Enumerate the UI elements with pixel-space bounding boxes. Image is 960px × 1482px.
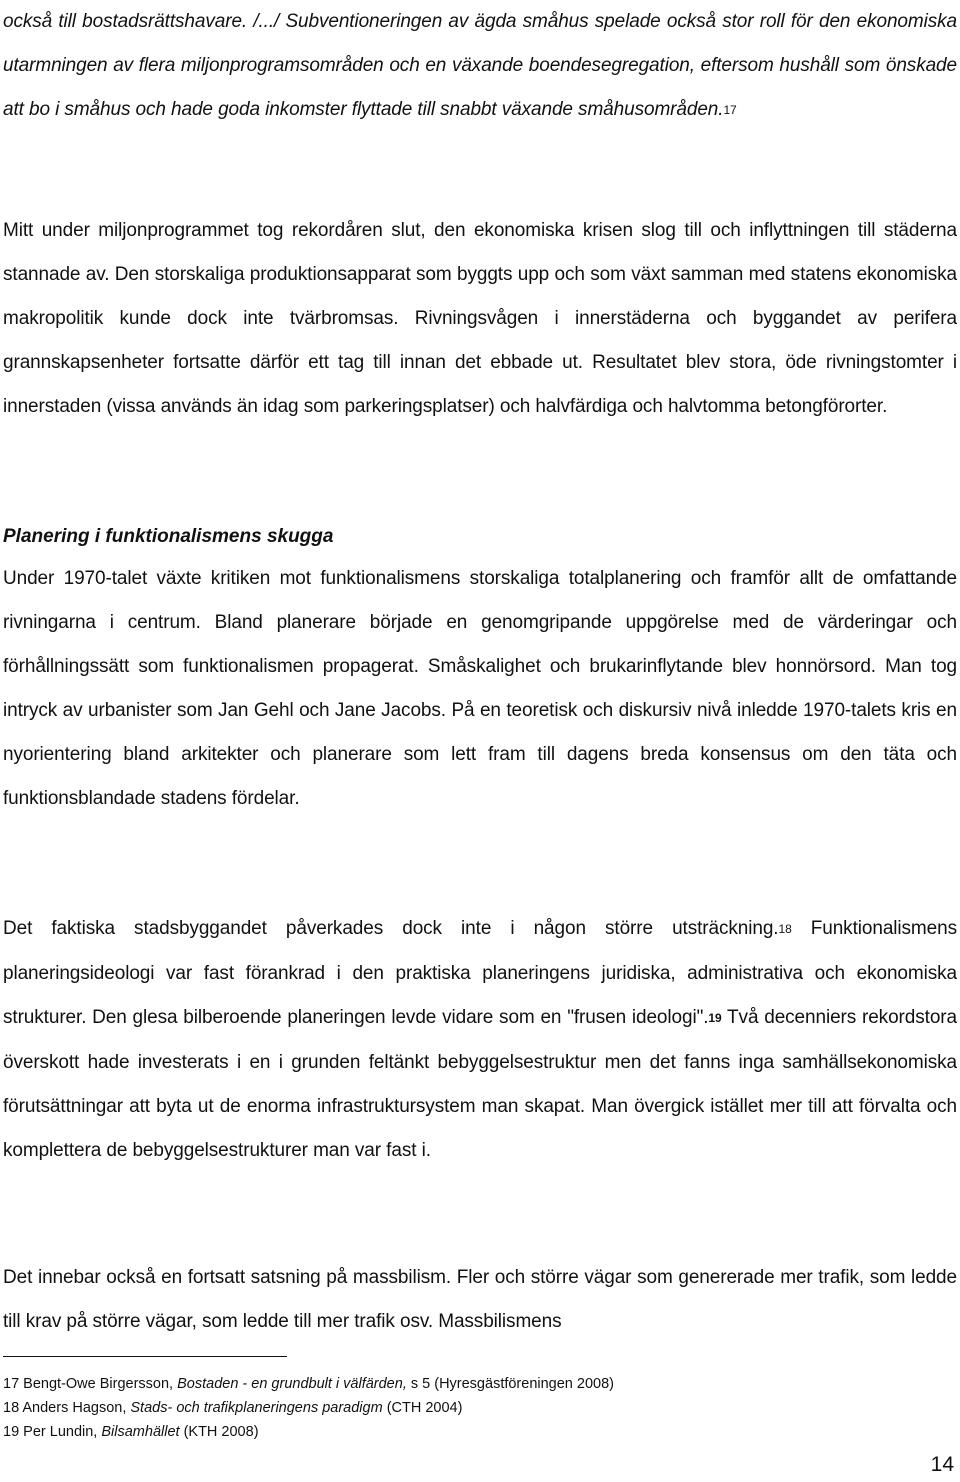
footnote-title: Bostaden - en grundbult i välfärden, [177, 1376, 407, 1392]
page-number: 14 [930, 1453, 954, 1476]
paragraph-stadsbyggandet [3, 907, 957, 1173]
section-heading: Planering i funktionalismens skugga [3, 526, 334, 547]
footnote-number: 17 [3, 1376, 20, 1392]
footnote-number: 19 [3, 1424, 20, 1440]
footnote-title: Stads- och trafikplaneringens paradigm [130, 1400, 383, 1416]
footnote-source: (CTH 2004) [382, 1400, 463, 1416]
footnote-author: Bengt-Owe Birgersson, [23, 1376, 178, 1392]
paragraph-text-part-3: Två decenniers rekordstora överskott hade investerats i en i grunden feltänkt bebyggelsestruktur men det fanns inga samhällsekonomiska förutsättningar att byta ut de enorma infrastruktursystem man skapat. Man övergick istället mer till att förvalta och komplettera de bebyggelsestrukturer man var fast i. [3, 1007, 957, 1161]
footnote-author: Anders Hagson, [22, 1400, 131, 1416]
footnote-17 [3, 1372, 903, 1396]
paragraph-1970-talet [3, 557, 957, 821]
footnote-title: Bilsamhället [101, 1424, 180, 1440]
paragraph-text: Under 1970-talet växte kritiken mot funktionalismens storskaliga totalplanering och framför allt de omfattande rivningarna i centrum. Bland planerare började en genomgripande uppgörelse med de värderingar och förhållningssätt som funktionalismen propagerat. Småskalighet och brukarinflytande blev honnörsord. Man tog intryck av urbanister som Jan Gehl och Jane Jacobs. På en teoretisk och diskursiv nivå inledde 1970-talets kris en nyorientering bland arkitekter och planerare som lett fram till dagens breda konsensus om den täta och funktionsblandade stadens fördelar. [3, 568, 957, 809]
footnote-19 [3, 1420, 903, 1444]
footnote-number: 18 [3, 1400, 20, 1416]
paragraph-text: Mitt under miljonprogrammet tog rekordåren slut, den ekonomiska krisen slog till och inflyttningen till städerna stannade av. Den storskaliga produktionsapparat som byggts upp och som växt samman med statens ekonomiska makropolitik kunde dock inte tvärbromsas. Rivningsvågen i innerstäderna och byggandet av perifera grannskapsenheter fortsatte därför ett tag till innan det ebbade ut. Resultatet blev stora, öde rivningstomter i innerstaden (vissa används än idag som parkeringsplatser) och halvfärdiga och halvtomma betongförorter. [3, 220, 957, 417]
paragraph-text: Det innebar också en fortsatt satsning på massbilism. Fler och större vägar som genererade mer trafik, som ledde till krav på större vägar, som ledde till mer trafik osv. Massbilismens [3, 1267, 957, 1332]
paragraph-massbilism [3, 1256, 957, 1344]
quote-continuation [3, 0, 957, 133]
footnote-source: (KTH 2008) [179, 1424, 259, 1440]
footnote-18 [3, 1396, 903, 1420]
paragraph-text-part-1: Det faktiska stadsbyggandet påverkades dock inte i någon större utsträckning. [3, 918, 779, 939]
footnote-source: s 5 (Hyresgästföreningen 2008) [406, 1376, 614, 1392]
footnote-separator [3, 1356, 287, 1357]
paragraph-text-part-2: Funktionalismens planeringsideologi var fast förankrad i den praktiska planeringens juridiska, administrativa och ekonomiska strukturer. Den glesa bilberoende planeringen levde vidare som en "frusen ideologi". [3, 918, 957, 1028]
quote-text: också till bostadsrättshavare. /.../ Subventioneringen av ägda småhus spelade också stor roll för den ekonomiska utarmningen av flera miljonprogramsområden och en växande boendesegregation, eftersom hushåll som önskade att bo i småhus och hade goda inkomster flyttade till snabbt växande småhusområden. [3, 11, 957, 120]
footnote-ref-17[interactable]: 17 [723, 103, 737, 117]
footnote-list [3, 1372, 903, 1444]
document-page [3, 0, 957, 1482]
footnote-ref-19[interactable]: 19 [708, 1011, 722, 1025]
paragraph-miljonprogrammet [3, 209, 957, 429]
footnote-ref-18[interactable]: 18 [778, 922, 792, 936]
footnote-author: Per Lundin, [23, 1424, 102, 1440]
